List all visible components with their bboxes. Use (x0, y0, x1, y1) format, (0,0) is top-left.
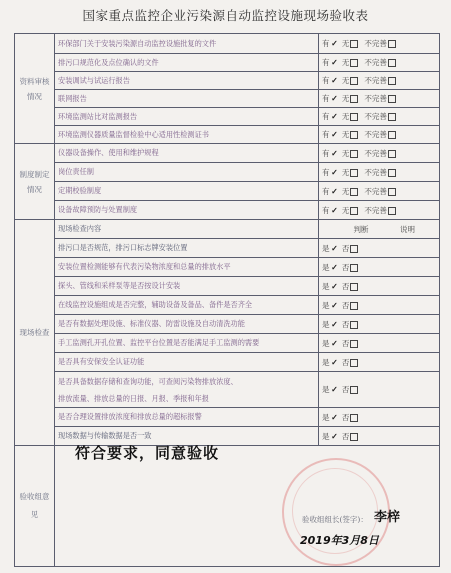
row-label: 联网报告 (55, 90, 319, 108)
signature-label: 验收组组长(签字)： (302, 515, 368, 524)
tick-mark: ✓ (331, 299, 338, 310)
tick-mark: ✓ (331, 111, 338, 121)
row-label: 现场数据与传输数据是否一致 (55, 427, 319, 446)
tick-mark: ✓ (331, 411, 338, 422)
checkbox[interactable] (388, 169, 396, 177)
form-row (15, 72, 440, 90)
section-label-materials: 资料审核情况 (15, 34, 55, 144)
checkbox[interactable] (350, 40, 358, 48)
tick-mark: ✓ (331, 337, 338, 348)
check-have-none-incomplete: 有 ✓ 无 不完善 (319, 108, 440, 126)
checkbox[interactable] (388, 40, 396, 48)
acceptance-form-table (14, 33, 440, 567)
tick-mark: ✓ (331, 38, 338, 48)
check-yes-no: 是 ✓ 否 (319, 277, 440, 296)
signature-date: 2019年3月8日 (300, 534, 379, 547)
check-yes-no: 是 ✓ 否 (319, 296, 440, 315)
checkbox[interactable] (350, 59, 358, 67)
row-label: 是否有数据处理设施、标准仪器、防雷设施及自动清洗功能 (55, 315, 319, 334)
handwritten-opinion: 符合要求，同意验收 (75, 444, 220, 462)
check-yes-no: 是 ✓ 否 (319, 334, 440, 353)
checkbox[interactable] (388, 207, 396, 215)
checkbox[interactable] (350, 169, 358, 177)
row-label: 手工监测孔开孔位置、监控平台位置是否能满足手工监测的需要 (55, 334, 319, 353)
tick-mark: ✓ (331, 261, 338, 272)
checkbox[interactable] (350, 283, 358, 291)
row-label: 是否具有安保安全认证功能 (55, 353, 319, 372)
check-have-none-incomplete: 有 ✓ 无 不完善 (319, 54, 440, 72)
checkbox[interactable] (350, 433, 358, 441)
form-row (15, 258, 440, 277)
checkbox[interactable] (350, 95, 358, 103)
row-label: 排污口是否规范，排污口标志牌安装位置 (55, 239, 319, 258)
section-label-rules: 制度制定情况 (15, 144, 55, 220)
row-label: 环保部门关于安装污染源自动监控设施批复的文件 (55, 34, 319, 54)
checkbox[interactable] (350, 359, 358, 367)
tick-mark: ✓ (331, 430, 338, 441)
tick-mark: ✓ (331, 318, 338, 329)
check-have-none-incomplete: 有 ✓ 无 不完善 (319, 126, 440, 144)
checkbox[interactable] (388, 77, 396, 85)
tick-mark: ✓ (331, 356, 338, 367)
checkbox[interactable] (350, 245, 358, 253)
form-row (15, 277, 440, 296)
checkbox[interactable] (388, 131, 396, 139)
form-row (15, 182, 440, 201)
checkbox[interactable] (350, 302, 358, 310)
check-have-none-incomplete: 有 ✓ 无 不完善 (319, 144, 440, 163)
check-yes-no: 是 ✓ 否 (319, 427, 440, 446)
form-row (15, 296, 440, 315)
check-yes-no: 是 ✓ 否 (319, 239, 440, 258)
form-row (15, 315, 440, 334)
check-have-none-incomplete: 有 ✓ 无 不完善 (319, 163, 440, 182)
form-row (15, 408, 440, 427)
row-label: 安装调试与试运行报告 (55, 72, 319, 90)
tick-mark: ✓ (331, 166, 338, 177)
form-row (15, 239, 440, 258)
row-label: 安装位置检测能够有代表污染物浓度和总量的排放水平 (55, 258, 319, 277)
check-yes-no: 是 ✓ 否 (319, 353, 440, 372)
form-row (15, 54, 440, 72)
section-label-opinion: 验收组意见 (15, 446, 55, 567)
tick-mark: ✓ (331, 280, 338, 291)
form-title: 国家重点监控企业污染源自动监控设施现场验收表 (82, 8, 369, 23)
row-label: 探头、管线和采样泵等是否按设计安装 (55, 277, 319, 296)
form-row (15, 126, 440, 144)
checkbox[interactable] (388, 113, 396, 121)
row-label: 在线监控设施组成是否完整，辅助设备及备品、备件是否齐全 (55, 296, 319, 315)
checkbox[interactable] (350, 321, 358, 329)
row-label: 设备故障预防与处置制度 (55, 201, 319, 220)
check-yes-no: 是 ✓ 否 (319, 372, 440, 408)
checkbox[interactable] (350, 386, 358, 394)
checkbox[interactable] (350, 264, 358, 272)
checkbox[interactable] (350, 340, 358, 348)
checkbox[interactable] (350, 207, 358, 215)
checkbox[interactable] (350, 113, 358, 121)
form-row (15, 220, 440, 239)
row-label-line: 排放流量、排放总量的日报、月报、季报和年报 (58, 393, 209, 403)
tick-mark: ✓ (331, 384, 338, 394)
checkbox[interactable] (388, 188, 396, 196)
form-row (15, 144, 440, 163)
form-row (15, 201, 440, 220)
form-row (15, 163, 440, 182)
checkbox[interactable] (350, 414, 358, 422)
form-row (15, 353, 440, 372)
row-label: 是否合理设置排放浓度和排放总量的超标报警 (55, 408, 319, 427)
check-yes-no: 是 ✓ 否 (319, 315, 440, 334)
tick-mark: ✓ (331, 129, 338, 139)
check-have-none-incomplete: 有 ✓ 无 不完善 (319, 72, 440, 90)
checkbox[interactable] (350, 77, 358, 85)
tick-mark: ✓ (331, 185, 338, 196)
column-header-content: 现场检查内容 (55, 220, 319, 239)
tick-mark: ✓ (331, 93, 338, 103)
checkbox[interactable] (350, 131, 358, 139)
tick-mark: ✓ (331, 147, 338, 158)
check-have-none-incomplete: 有 ✓ 无 不完善 (319, 90, 440, 108)
tick-mark: ✓ (331, 75, 338, 85)
checkbox[interactable] (350, 188, 358, 196)
check-have-none-incomplete: 有 ✓ 无 不完善 (319, 182, 440, 201)
check-yes-no: 是 ✓ 否 (319, 408, 440, 427)
row-label: 定期校验制度 (55, 182, 319, 201)
checkbox[interactable] (388, 95, 396, 103)
form-row (15, 108, 440, 126)
column-header-judge: 判断 说明 (319, 220, 440, 239)
checkbox[interactable] (388, 59, 396, 67)
section-label-onsite: 现场检查 (15, 220, 55, 446)
form-row (15, 372, 440, 408)
check-yes-no: 是 ✓ 否 (319, 258, 440, 277)
row-label: 环境监测站比对监测报告 (55, 108, 319, 126)
form-row (15, 334, 440, 353)
row-label: 排污口规范化及点位确认的文件 (55, 54, 319, 72)
form-row (15, 34, 440, 54)
checkbox[interactable] (350, 150, 358, 158)
checkbox[interactable] (388, 150, 396, 158)
row-label-line: 是否具备数据存储和查询功能，可查阅污染物排放浓度、 (58, 376, 238, 386)
row-label: 环境监测仪器质量监督检验中心适用性检测证书 (55, 126, 319, 144)
row-label: 仪器设备操作、使用和维护规程 (55, 144, 319, 163)
row-label-multiline (55, 372, 319, 408)
form-row (15, 90, 440, 108)
tick-mark: ✓ (331, 242, 338, 253)
tick-mark: ✓ (331, 204, 338, 215)
tick-mark: ✓ (331, 57, 338, 67)
check-have-none-incomplete: 有 ✓ 无 不完善 (319, 201, 440, 220)
check-have-none-incomplete: 有 ✓ 无 不完善 (319, 34, 440, 54)
row-label: 岗位责任制 (55, 163, 319, 182)
signature-name: 李梓 (374, 510, 401, 525)
